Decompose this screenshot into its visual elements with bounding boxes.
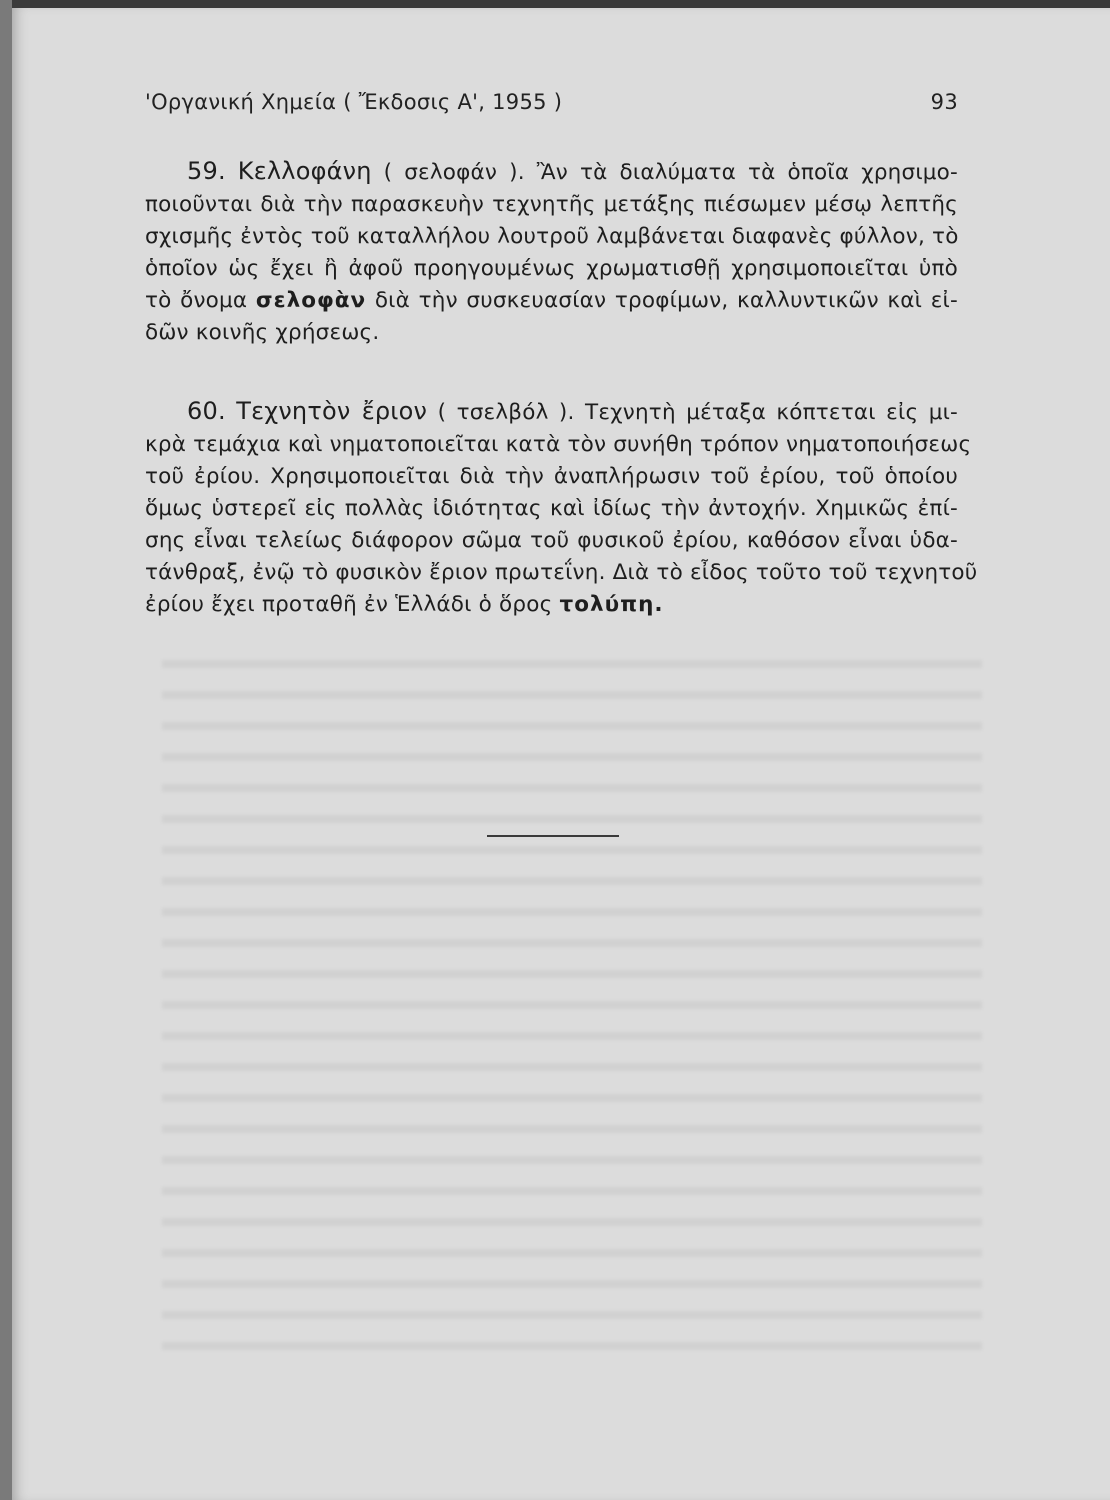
section-60-line-4: ὅμως ὑστερεῖ εἰς πολλὰς ἰδιότητας καὶ ἰδίως τὴν ἀντοχήν. Χημικῶς ἐπί- (145, 496, 958, 521)
section-59-number: 59. (187, 157, 226, 185)
bleed-through-texture (162, 648, 982, 1368)
section-60-line-5: σης εἶναι τελείως διάφορον σῶμα τοῦ φυσικοῦ ἐρίου, καθόσον εἶναι ὑδα- (145, 528, 958, 553)
header-title: 'Οργανική Χημεία ( Ἔκδοσις Α', 1955 ) (145, 90, 563, 114)
section-59-line-1 (145, 155, 958, 189)
section-60-alt: ( τσελβόλ ). (437, 400, 575, 425)
section-59 (145, 155, 958, 349)
section-end-rule (487, 835, 619, 837)
section-60-number: 60. (187, 397, 226, 425)
section-60-line-7-start: ἐρίου ἔχει προταθῆ ἐν Ἑλλάδι ὁ ὅρος (145, 592, 553, 617)
section-60-line-6: τάνθραξ, ἐνῷ τὸ φυσικὸν ἔριον πρωτεΐνη. Διὰ τὸ εἶδος τοῦτο τοῦ τεχνητοῦ (145, 560, 978, 585)
section-59-line-5-start: τὸ ὄνομα (145, 288, 248, 313)
page-number: 93 (930, 90, 958, 114)
section-59-line-4: ὁποῖον ὡς ἔχει ἢ ἀφοῦ προηγουμένως χρωματισθῇ χρησιμοποιεῖται ὑπὸ (145, 256, 958, 281)
section-59-term: Κελλοφάνη (237, 157, 372, 185)
section-59-alt: ( σελοφάν ). (383, 160, 525, 185)
running-header (145, 90, 958, 114)
section-59-line-2: ποιοῦνται διὰ τὴν παρασκευὴν τεχνητῆς μετάξης πιέσωμεν μέσῳ λεπτῆς (145, 192, 958, 217)
section-60-line-2: κρὰ τεμάχια καὶ νηματοποιεῖται κατὰ τὸν συνήθη τρόπον νηματοποιήσεως (145, 432, 972, 457)
section-60-text: Τεχνητὴ μέταξα κόπτεται εἰς μι- (584, 400, 959, 425)
section-60-line-7 (145, 589, 958, 621)
section-59-line-5-end: διὰ τὴν συσκευασίαν τροφίμων, καλλυντικῶν καὶ εἰ- (374, 288, 958, 313)
section-59-line-5 (145, 285, 958, 317)
section-60-line-3: τοῦ ἐρίου. Χρησιμοποιεῖται διὰ τὴν ἀναπλήρωσιν τοῦ ἐρίου, τοῦ ὁποίου (145, 464, 958, 489)
term-selofan: σελοφὰν (255, 288, 367, 313)
term-tolypi: τολύπη. (559, 592, 664, 617)
section-60 (145, 395, 978, 621)
section-60-term: Τεχνητὸν ἔριον (236, 397, 428, 425)
scan-left-border (0, 0, 12, 1500)
section-59-text: Ἂν τὰ διαλύματα τὰ ὁποῖα χρησιμο- (536, 160, 958, 185)
scan-top-border (0, 0, 1110, 8)
section-59-line-3: σχισμῆς ἐντὸς τοῦ καταλλήλου λουτροῦ λαμβάνεται διαφανὲς φύλλον, τὸ (145, 224, 959, 249)
section-59-line-6: δῶν κοινῆς χρήσεως. (145, 320, 380, 345)
section-60-line-1 (145, 395, 958, 429)
